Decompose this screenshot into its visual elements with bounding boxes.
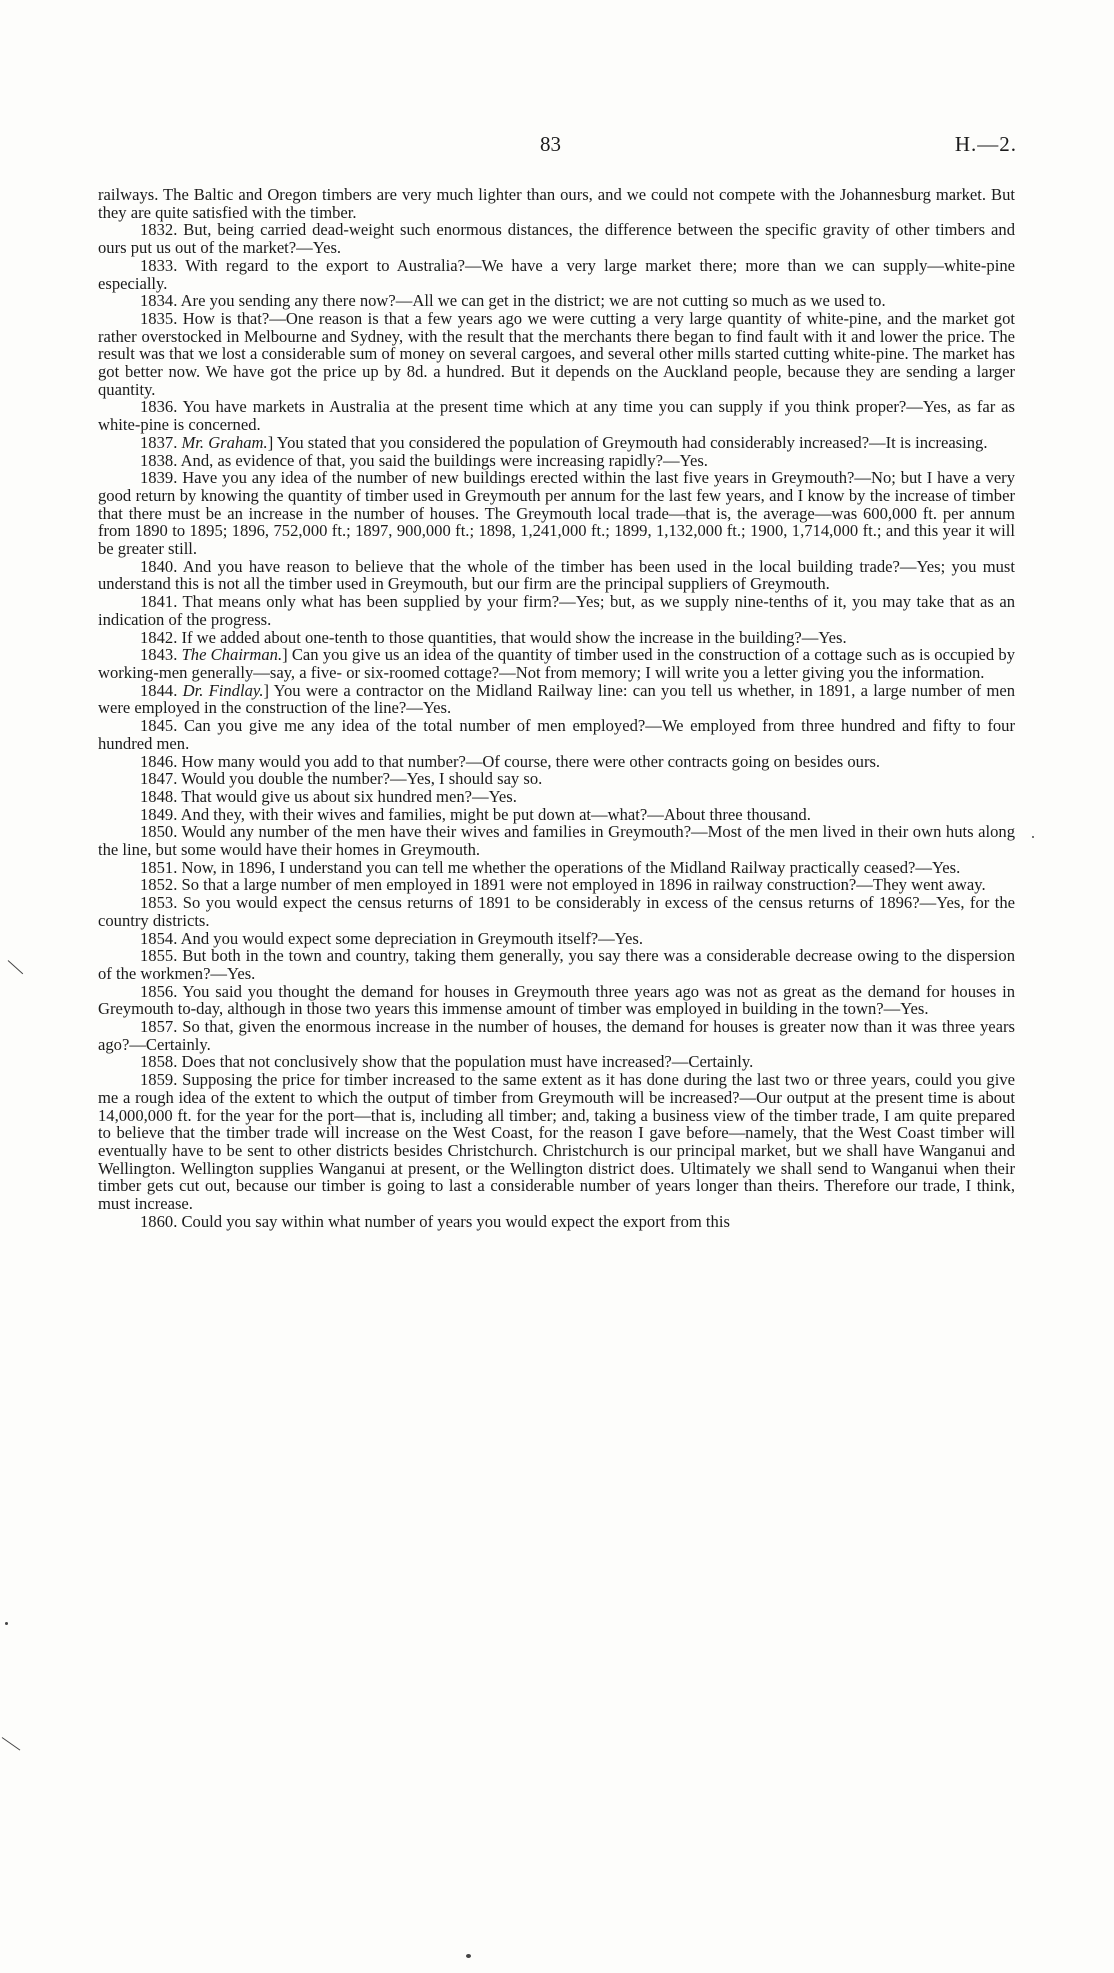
paragraph	[98, 947, 1015, 982]
page-header	[0, 132, 1114, 162]
question-number: 1835.	[140, 308, 183, 328]
question-number: 1853.	[140, 893, 183, 913]
question-number: 1840.	[140, 556, 183, 576]
paragraph	[98, 983, 1015, 1018]
question-number: 1859.	[140, 1070, 183, 1090]
question-number: 1860.	[140, 1211, 182, 1231]
paragraph-text: If we added about one-tenth to those quantities, that would show the increase in the building?—Yes.	[181, 627, 847, 647]
paragraph	[98, 221, 1015, 256]
paragraph-text: But, being carried dead-weight such enormous distances, the difference between the specific gravity of other timbers and ours put us out of the market?—Yes.	[98, 220, 1015, 258]
paragraph-text: And, as evidence of that, you said the buildings were increasing rapidly?—Yes.	[180, 450, 708, 470]
paragraph-text: railways. The Baltic and Oregon timbers are very much lighter than ours, and we could not compete with the Johannesburg market. But they are quite satisfied with the timber.	[98, 185, 1015, 222]
question-number: 1836.	[140, 397, 183, 417]
speaker-name: The Chairman.	[181, 645, 283, 665]
paragraph	[98, 859, 1015, 877]
page-number: 83	[540, 132, 561, 156]
paragraph	[98, 469, 1015, 558]
paragraph	[98, 257, 1015, 292]
paragraph-text: But both in the town and country, taking them generally, you say there was a considerable decrease owing to the dispersion of the workmen?—Yes.	[98, 946, 1015, 983]
question-number: 1843.	[140, 645, 182, 665]
paragraph-text: ] You were a contractor on the Midland Railway line: can you tell us whether, in 1891, a large number of men were employed in the construction of the line?—Yes.	[98, 680, 1016, 718]
paragraph-text: Would you double the number?—Yes, I should say so.	[181, 769, 543, 789]
paragraph	[98, 788, 1015, 806]
paragraph	[98, 930, 1015, 948]
question-number: 1841.	[140, 592, 183, 612]
question-number: 1849.	[140, 804, 181, 824]
paragraph	[98, 682, 1015, 717]
evidence-text	[98, 186, 1015, 1230]
paragraph	[98, 1018, 1015, 1053]
scan-margin-mark	[2, 1737, 21, 1750]
question-number: 1855.	[140, 946, 183, 966]
question-number: 1852.	[140, 875, 182, 895]
paragraph	[98, 1071, 1015, 1213]
document-reference: H.—2.	[954, 132, 1017, 156]
paragraph	[98, 717, 1015, 752]
paragraph-text: You have markets in Australia at the present time which at any time you can supply if you think proper?—Yes, as far as white-pine is concerned.	[98, 397, 1015, 435]
paragraph	[98, 876, 1015, 894]
paragraph	[98, 894, 1015, 929]
question-number: 1838.	[140, 450, 181, 470]
paragraph-text: Have you any idea of the number of new buildings erected within the last five years in Greymouth?—No; but I have a very good return by knowing the quantity of timber used in Greymouth per annum for the last few years, and I know by the increase of timber that there must be an increase in the number of houses. The Greymouth local trade—that is, the average—was 600,000 ft. per annum from 1890 to 1895; 1896, 752,000 ft.; 1897, 900,000 ft.; 1898, 1,241,000 ft.; 1899, 1,132,000 ft.; 1900, 1,714,000 ft.; and this year it will be greater still.	[98, 468, 1016, 559]
paragraph	[98, 1213, 1015, 1231]
paragraph-text: So you would expect the census returns of 1891 to be considerably in excess of the census returns of 1896?—Yes, for the country districts.	[98, 893, 1016, 930]
paragraph	[98, 292, 1015, 310]
question-number: 1856.	[140, 981, 183, 1001]
paragraph-text: And they, with their wives and families, might be put down at—what?—About three thousand.	[180, 804, 811, 824]
scan-margin-mark	[8, 960, 24, 974]
question-number: 1839.	[140, 468, 183, 488]
paragraph-text: And you would expect some depreciation in Greymouth itself?—Yes.	[180, 928, 643, 948]
question-number: 1846.	[140, 751, 182, 771]
paragraph	[98, 310, 1015, 399]
paragraph-text: So that, given the enormous increase in the number of houses, the demand for houses is greater now than it was three years ago?—Certainly.	[98, 1017, 1016, 1054]
speaker-name: Mr. Graham.	[181, 432, 268, 452]
paragraph-text: Could you say within what number of years you would expect the export from this	[181, 1211, 730, 1231]
paragraph	[98, 629, 1015, 647]
paragraph	[98, 558, 1015, 593]
paragraph	[98, 186, 1015, 221]
question-number: 1854.	[140, 928, 181, 948]
question-number: 1834.	[140, 291, 181, 311]
question-number: 1848.	[140, 786, 182, 806]
scan-speck	[466, 1954, 471, 1958]
question-number: 1857.	[140, 1017, 183, 1037]
paragraph-text: Supposing the price for timber increased to the same extent as it has done during the last two or three years, could you give me a rough idea of the extent to which the output of timber from Greymouth will be increased?—Our output at the present time is about 14,000,000 ft. for the year for the port—that is, including all timber; and, taking a business view of the timber trade, I am quite prepared to believe that the timber trade will increase on the West Coast, for the reason I gave before—namely, that the West Coast timber will eventually have to be sent to other districts besides Christchurch. Christchurch is our principal market, but we shall have Wanganui and Wellington. Wellington supplies Wanganui at present, or the Wellington district does. Ultimately we shall send to Wanganui when their timber gets cut out, because our timber is going to last a considerable number of years longer than theirs. Therefore our trade, I think, must increase.	[98, 1070, 1015, 1214]
paragraph	[98, 753, 1015, 771]
paragraph	[98, 823, 1015, 858]
paragraph-text: ] You stated that you considered the population of Greymouth had considerably increased?—It is increasing.	[267, 432, 988, 452]
question-number: 1851.	[140, 857, 182, 877]
question-number: 1850.	[140, 822, 182, 842]
question-number: 1847.	[140, 769, 182, 789]
question-number: 1833.	[140, 255, 186, 275]
paragraph	[98, 1053, 1015, 1071]
paragraph	[98, 806, 1015, 824]
paragraph-text: How many would you add to that number?—Of course, there were other contracts going on besides ours.	[181, 751, 881, 771]
paragraph	[98, 646, 1015, 681]
question-number: 1842.	[140, 627, 182, 647]
scan-speck	[1032, 836, 1034, 838]
paragraph-text: Does that not conclusively show that the population must have increased?—Certainly.	[181, 1052, 754, 1072]
paragraph	[98, 452, 1015, 470]
paragraph	[98, 434, 1015, 452]
paragraph-text: Can you give me any idea of the total number of men employed?—We employed from three hundred and fifty to four hundred men.	[98, 716, 1015, 753]
paragraph	[98, 398, 1015, 433]
paragraph	[98, 593, 1015, 628]
paragraph-text: So that a large number of men employed in 1891 were not employed in 1896 in railway construction?—They went away.	[181, 875, 986, 895]
paragraph-text: How is that?—One reason is that a few years ago we were cutting a very large quantity of white-pine, and the market got rather overstocked in Melbourne and Sydney, with the result that the merchants there began to find fault with it and lower the price. The result was that we lost a considerable sum of money on several cargoes, and several other mills started cutting white-pine. The market has got better now. We have got the price up by 8d. a hundred. But it depends on the Auckland people, because they are sending a larger quantity.	[98, 308, 1015, 399]
question-number: 1844.	[140, 680, 183, 700]
paragraph	[98, 770, 1015, 788]
paragraph-text: You said you thought the demand for houses in Greymouth three years ago was not as great as the demand for houses in Greymouth to-day, although in those two years this immense amount of timber was employed in building in the town?—Yes.	[98, 981, 1015, 1019]
paragraph-text: That means only what has been supplied by your firm?—Yes; but, as we supply nine-tenths of it, you may take that as an indication of the progress.	[98, 592, 1015, 629]
paragraph-text: And you have reason to believe that the whole of the timber has been used in the local building trade?—Yes; you must understand this is not all the timber used in Greymouth, but our firm are the principal suppliers of Greymouth.	[98, 556, 1015, 594]
speaker-name: Dr. Findlay.	[182, 680, 264, 700]
paragraph-text: Now, in 1896, I understand you can tell me whether the operations of the Midland Railway practically ceased?—Yes.	[181, 857, 961, 877]
paragraph-text: That would give us about six hundred men?—Yes.	[181, 786, 517, 806]
paragraph-text: ] Can you give us an idea of the quantity of timber used in the construction of a cottage such as is occupied by working-men generally—say, a five- or six-roomed cottage?—Not from memory; I will write you a letter giving you the information.	[98, 645, 1015, 682]
scan-speck	[5, 1622, 8, 1625]
question-number: 1837.	[140, 432, 182, 452]
paragraph-text: Would any number of the men have their wives and families in Greymouth?—Most of the men lived in their own huts along the line, but some would have their homes in Greymouth.	[98, 822, 1015, 860]
question-number: 1858.	[140, 1052, 182, 1072]
paragraph-text: Are you sending any there now?—All we can get in the district; we are not cutting so much as we used to.	[180, 291, 886, 311]
question-number: 1845.	[140, 716, 184, 736]
paragraph-text: With regard to the export to Australia?—We have a very large market there; more than we can supply—white-pine especially.	[98, 255, 1015, 293]
question-number: 1832.	[140, 220, 184, 240]
